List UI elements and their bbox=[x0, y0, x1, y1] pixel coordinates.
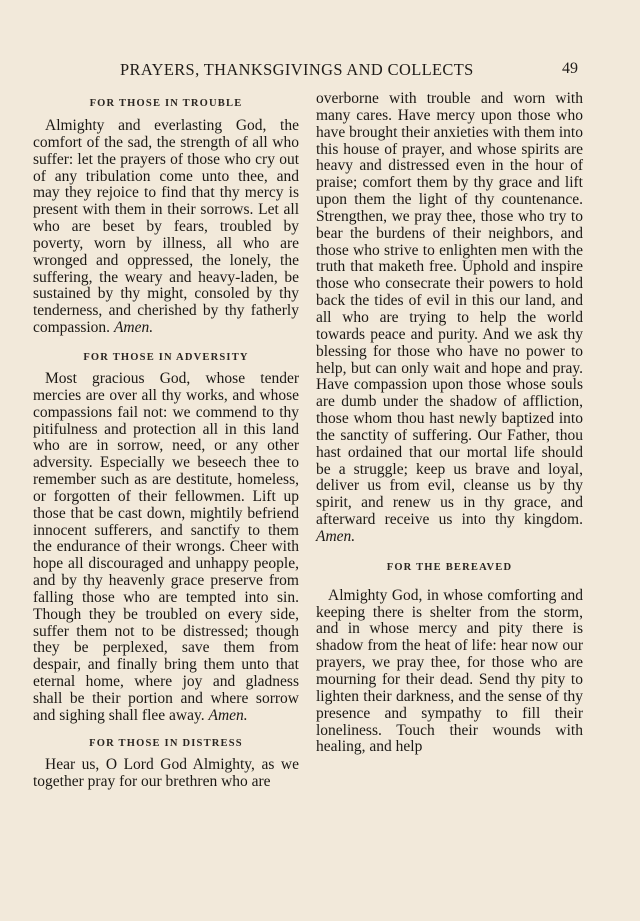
running-head bbox=[0, 60, 640, 82]
amen: Amen. bbox=[113, 319, 154, 337]
prayer-for-the-bereaved bbox=[316, 588, 583, 756]
heading-for-those-in-distress: FOR THOSE IN DISTRESS bbox=[89, 737, 243, 749]
right-column bbox=[316, 90, 583, 756]
prayer-for-those-in-distress-continued bbox=[316, 91, 583, 546]
prayer-text: Most gracious God, whose tender mercies are over all thy works, and whose compassions fail not: we commend to thy pitifulness and protection all in this land who are in sorrow, need, or any other adversity. Especially we beseech thee to remember such as are destitute, homeless, or forgotten of their fellowmen. Lift up those that be cast down, mightily befriend innocent sufferers, and sanctify to them the endurance of their wrongs. Cheer with hope all discouraged and unhappy people, and by thy heavenly grace preserve from falling those who are tempted into sin. Though they be troubled on every side, suffer them not to be distressed; though they be perplexed, save them from despair, and finally bring them unto that eternal home, where joy and gladness shall be their portion and where sorrow and sighing shall flee away. bbox=[33, 369, 299, 724]
prayer-for-those-in-adversity bbox=[33, 371, 299, 725]
prayer-text: Hear us, O Lord God Almighty, as we together pray for our brethren who are bbox=[33, 755, 299, 790]
heading-for-those-in-trouble: FOR THOSE IN TROUBLE bbox=[89, 98, 243, 109]
page-number: 49 bbox=[562, 60, 578, 77]
heading-for-those-in-adversity: FOR THOSE IN ADVERSITY bbox=[83, 351, 249, 363]
running-title: PRAYERS, THANKSGIVINGS AND COLLECTS bbox=[120, 60, 474, 79]
prayer-text: overborne with trouble and worn with many cares. Have mercy upon those who have brought their anxieties with them into this house of prayer, and whose spirits are heavy and distressed even in the hour of praise; comfort them by thy grace and lift upon them the light of thy countenance. Strengthen, we pray thee, those who try to bear the burdens of their neighbors, and those who strive to enlighten men with the truth that maketh free. Uphold and inspire those who consecrate their powers to hold back the tides of evil in this our land, and all who are trying to help the world towards peace and purity. And we ask thy blessing for those who have no power to help, but can only wait and hope and pray. Have compassion upon those whose souls are dumb under the shadow of affliction, those whom thou hast newly baptized into the sanctity of suffering. Our Father, thou hast ordained that our mortal life should be a struggle; keep us brave and loyal, deliver us from evil, cleanse us by thy spirit, and renew us in thy grace, and afterward receive us into thy kingdom. bbox=[316, 90, 583, 529]
heading-for-the-bereaved: FOR THE BEREAVED bbox=[386, 561, 513, 573]
prayer-text: Almighty God, in whose comforting and keeping there is shelter from the storm, and in whose mercy and pity there is shadow from the heat of life: hear now our prayers, we pray thee, for those who are mourning for their dead. Send thy pity to lighten their darkness, and the sense of thy presence and sympathy to fill their loneliness. Touch their wounds with healing, and help bbox=[316, 586, 583, 756]
amen: Amen. bbox=[208, 706, 248, 724]
left-column bbox=[33, 90, 299, 790]
prayer-text: Almighty and everlasting God, the comfort of the sad, the strength of all who suffer: let the prayers of those who cry out of any tribulation come unto thee, and may they rejoice to find that thy mercy is present with them in their sorrows. Let all who are beset by fears, troubled by poverty, worn by illness, all who are wronged and oppressed, the lonely, the suffering, the weary and heavy-laden, be sustained by thy might, consoled by thy tenderness, and cherished by thy fatherly compassion. bbox=[33, 117, 299, 337]
prayer-for-those-in-distress-start bbox=[33, 757, 299, 791]
prayer-for-those-in-trouble bbox=[33, 118, 299, 337]
amen: Amen. bbox=[316, 527, 356, 545]
